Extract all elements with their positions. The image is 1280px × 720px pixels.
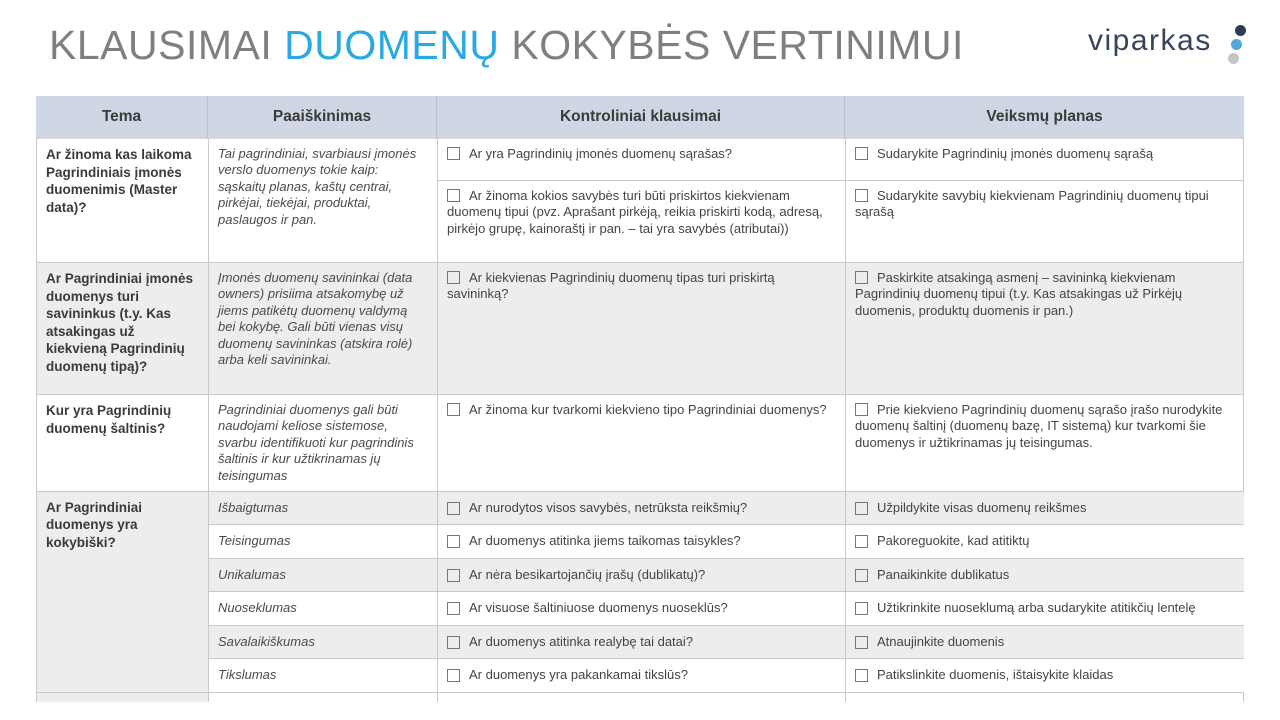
action-item [846, 559, 1244, 593]
table-row-master-data [37, 139, 1243, 263]
logo-text: viparkas [1088, 24, 1212, 57]
question-text: Ar nėra besikartojančių įrašų (dublikatų)? [469, 566, 706, 582]
quality-label-text: Nuoseklumas [218, 600, 297, 616]
question-item [438, 181, 846, 263]
logo-dot-navy-icon [1235, 25, 1246, 36]
action-text: Sudarykite Pagrindinių įmonės duomenų sąrašą [877, 146, 1154, 161]
checkbox[interactable] [447, 403, 460, 416]
question-item [438, 626, 846, 660]
action-item [846, 395, 1244, 492]
checkbox[interactable] [447, 636, 460, 649]
question-item [438, 592, 846, 626]
quality-label [209, 659, 438, 693]
question-item [438, 559, 846, 593]
action-text: Pakoreguokite, kad atitiktų [877, 533, 1030, 549]
checkbox[interactable] [855, 636, 868, 649]
quality-subtable [209, 492, 1244, 693]
title-part-1: KLAUSIMAI [49, 22, 285, 68]
explanation-cell: Tai pagrindiniai, svarbiausi įmonės verslo duomenys tokie kaip: sąskaitų planas, kaštų centrai, pirkėjai, tiekėjai, produktai, paslaugos ir pan. [209, 139, 438, 263]
question-text: Ar duomenys yra pakankamai tikslūs? [469, 667, 688, 683]
question-item [438, 263, 846, 395]
question-text: Ar kiekvienas Pagrindinių duomenų tipas turi priskirtą savininką? [447, 270, 775, 302]
tema-cell: Ar žinoma kas laikoma Pagrindiniais įmonės duomenimis (Master data)? [37, 139, 209, 263]
quality-label [209, 525, 438, 559]
checkbox[interactable] [447, 189, 460, 202]
question-text: Ar žinoma kokios savybės turi būti priskirtos kiekvienam duomenų tipui (pvz. Aprašant pirkėją, reikia priskirti kodą, adresą, pirkėjo grupę, kainoraštį ir pan. – tai yra savybės (atributai)) [447, 188, 823, 236]
quality-label [209, 492, 438, 526]
action-item [846, 659, 1244, 693]
checkbox[interactable] [447, 502, 460, 515]
column-header-paaiskinimas: Paaiškinimas [208, 96, 437, 138]
quality-label [209, 559, 438, 593]
explanation-cell [209, 693, 438, 702]
column-header-veiksmu-planas: Veiksmų planas [845, 96, 1244, 138]
action-text: Užtikrinkite nuoseklumą arba sudarykite atitikčių lentelę [877, 600, 1196, 616]
question-text: Ar yra Pagrindinių įmonės duomenų sąrašas? [469, 146, 733, 161]
question-text: Ar duomenys atitinka jiems taikomas taisykles? [469, 533, 741, 549]
checkbox[interactable] [855, 535, 868, 548]
page-title [49, 22, 964, 69]
checkbox[interactable] [855, 602, 868, 615]
question-item [438, 659, 846, 693]
logo [1088, 24, 1258, 70]
question-text: Ar nurodytos visos savybės, netrūksta reikšmių? [469, 499, 748, 515]
explanation-cell: Įmonės duomenų savininkai (data owners) prisiima atsakomybę už jiems patikėtų duomenų valdymą bei kokybę. Gali būti vienas visų duomenų savininkas (atskira rolė) arba keli savininkai. [209, 263, 438, 395]
checkbox[interactable] [447, 602, 460, 615]
action-item [846, 139, 1244, 181]
assessment-table [36, 96, 1244, 702]
action-text: Atnaujinkite duomenis [877, 633, 1005, 649]
table-row-data-quality [37, 492, 1243, 693]
action-text: Prie kiekvieno Pagrindinių duomenų sąrašo įrašo nurodykite duomenų šaltinį (duomenų bazę, IT sistemą) kur tvarkomi šie duomenys ir užtikrinamas jų teisingumas. [855, 402, 1223, 450]
question-item [438, 693, 846, 702]
explanation-cell: Pagrindiniai duomenys gali būti naudojami keliose sistemose, svarbu identifikuoti kur pagrindinis šaltinis ir kur užtikrinamas jų teisingumas [209, 395, 438, 492]
checkbox[interactable] [855, 669, 868, 682]
logo-dot-blue-icon [1231, 39, 1242, 50]
column-header-kontroliniai-klausimai: Kontroliniai klausimai [437, 96, 845, 138]
checkbox[interactable] [447, 535, 460, 548]
title-highlight: DUOMENŲ [284, 22, 500, 68]
action-item [846, 693, 1244, 702]
question-item [438, 525, 846, 559]
action-text: Panaikinkite dublikatus [877, 566, 1010, 582]
action-text: Užpildykite visas duomenų reikšmes [877, 499, 1087, 515]
question-item [438, 139, 846, 181]
action-item [846, 181, 1244, 263]
tema-cell [37, 693, 209, 702]
quality-label-text: Tikslumas [218, 667, 277, 683]
checkbox[interactable] [447, 569, 460, 582]
action-item [846, 592, 1244, 626]
action-item [846, 492, 1244, 526]
checkbox[interactable] [855, 403, 868, 416]
checkbox[interactable] [855, 502, 868, 515]
table-header-row [36, 96, 1244, 138]
checkbox[interactable] [855, 147, 868, 160]
quality-label [209, 626, 438, 660]
question-text: Ar visuose šaltiniuose duomenys nuoseklūs? [469, 600, 728, 616]
column-header-tema: Tema [36, 96, 208, 138]
action-item [846, 626, 1244, 660]
action-text: Patikslinkite duomenis, ištaisykite klaidas [877, 667, 1114, 683]
tema-cell: Ar Pagrindiniai įmonės duomenys turi savininkus (t.y. Kas atsakingas už kiekvieną Pagrindinių duomenų tipą)? [37, 263, 209, 395]
checkbox[interactable] [447, 271, 460, 284]
logo-dot-gray-icon [1228, 53, 1239, 64]
table-body [36, 138, 1244, 702]
tema-cell: Ar Pagrindiniai duomenys yra kokybiški? [37, 492, 209, 693]
tema-cell: Kur yra Pagrindinių duomenų šaltinis? [37, 395, 209, 492]
question-text: Ar duomenys atitinka realybę tai datai? [469, 633, 694, 649]
checkbox[interactable] [447, 669, 460, 682]
checkbox[interactable] [855, 189, 868, 202]
checkbox[interactable] [447, 147, 460, 160]
checkbox[interactable] [855, 569, 868, 582]
question-text: Ar žinoma kur tvarkomi kiekvieno tipo Pagrindiniai duomenys? [469, 402, 827, 417]
table-row-data-source [37, 395, 1243, 492]
table-row-clipped [37, 693, 1243, 702]
checkbox[interactable] [855, 271, 868, 284]
quality-label-text: Išbaigtumas [218, 499, 289, 515]
quality-label-text: Savalaikiškumas [218, 633, 315, 649]
action-text: Sudarykite savybių kiekvienam Pagrindinių duomenų tipui sąrašą [855, 188, 1209, 220]
quality-label-text: Teisingumas [218, 533, 291, 549]
action-item [846, 263, 1244, 395]
action-text: Paskirkite atsakingą asmenį – savininką kiekvienam Pagrindinių duomenų tipui (t.y. Kas atsakingas už Pirkėjų duomenis, produktų duomenis ir pan.) [855, 270, 1183, 318]
quality-label-text: Unikalumas [218, 566, 286, 582]
question-item [438, 395, 846, 492]
table-row-data-owners [37, 263, 1243, 395]
title-part-2: KOKYBĖS VERTINIMUI [499, 22, 964, 68]
question-item [438, 492, 846, 526]
action-item [846, 525, 1244, 559]
quality-label [209, 592, 438, 626]
